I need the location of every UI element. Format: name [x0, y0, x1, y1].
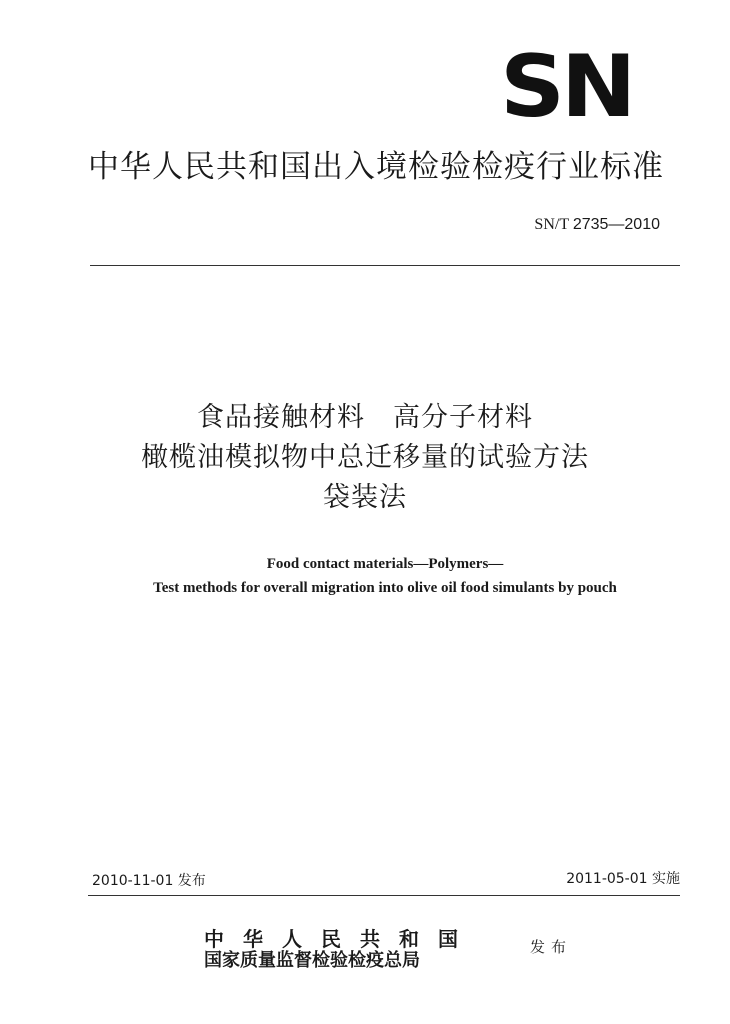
bottom-divider: [88, 895, 680, 896]
issuer-agency: 国家质量监督检验检疫总局: [204, 950, 420, 971]
issuing-authority: [204, 928, 477, 972]
industry-standard-title: 中华人民共和国出入境检验检疫行业标准: [88, 149, 664, 185]
chinese-title-line-2: 橄榄油模拟物中总迁移量的试验方法: [141, 442, 589, 473]
top-divider: [90, 265, 680, 266]
english-title-line-1: Food contact materials—Polymers—: [266, 556, 504, 572]
english-title-line-2: Test methods for overall migration into olive oil food simulants by pouch: [153, 580, 617, 596]
english-title: [0, 552, 730, 600]
issued-label: 发布: [530, 938, 573, 956]
chinese-title-line-1: 食品接触材料 高分子材料: [197, 402, 533, 433]
chinese-title: [0, 398, 730, 518]
standard-number: [534, 215, 660, 235]
chinese-title-line-3: 袋装法: [323, 482, 407, 513]
implementation-date: 2011-05-01 实施: [566, 871, 680, 887]
sn-logo: SN: [500, 37, 633, 137]
issue-date: 2010-11-01 发布: [92, 873, 206, 889]
issuer-country: 中华人民共和国: [204, 927, 477, 951]
standard-code: 2735—2010: [572, 216, 660, 233]
standard-prefix: SN/T: [534, 216, 573, 233]
